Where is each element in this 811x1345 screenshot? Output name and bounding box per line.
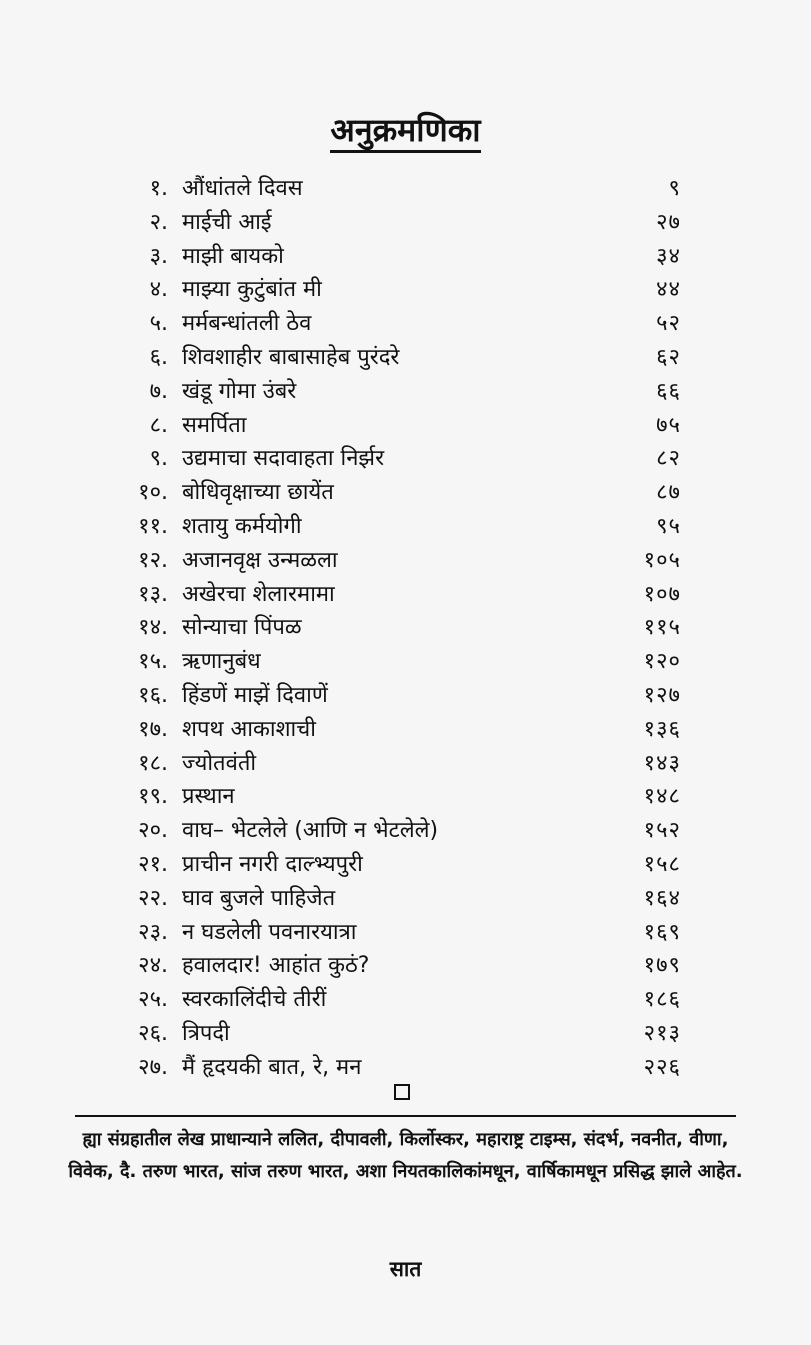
toc-entry-number: १९. <box>138 784 168 810</box>
toc-entry-title: न घडलेली पवनारयात्रा <box>182 919 357 945</box>
toc-entry <box>0 882 811 915</box>
toc-entry-number: २. <box>149 209 168 235</box>
toc-entry <box>0 611 811 644</box>
toc-entry-page: ९ <box>668 176 681 201</box>
end-square-mark <box>394 1084 410 1100</box>
toc-entry-title: माझी बायको <box>182 243 284 269</box>
toc-entry <box>0 679 811 712</box>
page-title-text: अनुक्रमणिका <box>330 111 480 153</box>
publication-note: ह्या संग्रहातील लेख प्राधान्याने ललित, दीपावली, किर्लोस्कर, महाराष्ट्र टाइम्स, संदर्भ, नवनीत, वीणा, विवेक, दै. तरुण भारत, सांज तरुण भारत, अशा नियतकालिकांमधून, वार्षिकामधून प्रसिद्ध झाले आहेत. <box>68 1129 743 1182</box>
toc-entry-number: १५. <box>138 649 168 675</box>
toc-entry-title: हिंडणें माझें दिवाणें <box>182 683 328 708</box>
toc-entry-number: २६. <box>138 1021 168 1046</box>
toc-entry-title: औंधांतले दिवस <box>182 176 303 201</box>
toc-entry-number: ५. <box>149 311 168 337</box>
toc-entry-page: १५८ <box>643 852 681 877</box>
toc-entry-number: १६. <box>138 683 168 708</box>
toc-entry-title: ऋणानुबंध <box>182 649 261 675</box>
toc-entry <box>0 375 811 408</box>
toc-entry-number: २१. <box>138 852 168 877</box>
toc-entry <box>0 206 811 239</box>
toc-entry <box>0 544 811 577</box>
toc-entry <box>0 645 811 678</box>
toc-entry-title: सोन्याचा पिंपळ <box>182 615 302 641</box>
toc-entry-page: १७९ <box>643 953 681 979</box>
toc-entry-title: स्वरकालिंदीचे तीरीं <box>182 987 327 1013</box>
toc-entry <box>0 1017 811 1050</box>
toc-entry-title: शपथ आकाशाची <box>182 716 316 742</box>
toc-entry-page: ३४ <box>656 243 681 269</box>
toc-entry <box>0 341 811 374</box>
toc-entry-page: ८७ <box>656 480 681 506</box>
toc-entry-number: ३. <box>149 243 168 269</box>
toc-entry-title: शिवशाहीर बाबासाहेब पुरंदरे <box>182 345 400 370</box>
toc-entry-page: १४८ <box>643 784 681 810</box>
toc-entry-title: प्रस्थान <box>182 784 235 810</box>
toc-entry-page: २७ <box>656 209 681 235</box>
toc-entry <box>0 848 811 881</box>
toc-entry-page: ४४ <box>656 277 681 303</box>
toc-entry-number: २७. <box>138 1054 168 1080</box>
toc-entry-page: ६६ <box>656 378 681 404</box>
toc-entry-page: १०५ <box>643 547 681 573</box>
toc-entry-title: मर्मबन्धांतली ठेव <box>182 311 312 337</box>
toc-entry-page: १३६ <box>643 716 681 742</box>
toc-entry-page: १६४ <box>643 885 681 911</box>
page-title <box>0 108 811 151</box>
toc-entry <box>0 476 811 509</box>
toc-entry-number: १. <box>149 176 168 201</box>
toc-entry-number: ४. <box>149 277 168 303</box>
toc-entry-page: १८६ <box>643 987 681 1013</box>
toc-entry <box>0 780 811 813</box>
toc-entry-number: १४. <box>138 615 168 641</box>
toc-entry <box>0 916 811 949</box>
toc-entry-number: ९. <box>149 446 168 472</box>
toc-entry-title: घाव बुजले पाहिजेत <box>182 885 336 911</box>
toc-entry <box>0 747 811 780</box>
toc-entry-title: अखेरचा शेलारमामा <box>182 581 335 607</box>
toc-entry-page: ८२ <box>656 446 681 472</box>
toc-entry-number: २०. <box>138 818 168 844</box>
toc-entry-title: माझ्या कुटुंबांत मी <box>182 277 322 303</box>
toc-entry <box>0 240 811 273</box>
toc-entry <box>0 510 811 543</box>
toc-entry-title: वाघ– भेटलेले (आणि न भेटलेले) <box>182 818 439 844</box>
toc-entry-page: १६९ <box>643 919 681 945</box>
toc-entry-title: माईची आई <box>182 209 272 235</box>
toc-entry <box>0 307 811 340</box>
toc-entry-title: प्राचीन नगरी दाल्भ्यपुरी <box>182 852 363 877</box>
toc-entry-number: २३. <box>138 919 168 945</box>
toc-entry-page: ९५ <box>656 514 681 539</box>
toc-entry <box>0 983 811 1016</box>
toc-entry-title: बोधिवृक्षाच्या छायेंत <box>182 480 334 506</box>
toc-entry <box>0 949 811 982</box>
toc-entry <box>0 1051 811 1084</box>
toc-entry-page: १२० <box>643 649 681 675</box>
toc-entry-number: २५. <box>138 987 168 1013</box>
toc-entry-title: उद्यमाचा सदावाहता निर्झर <box>182 446 385 472</box>
toc-entry-page: ७५ <box>656 412 681 438</box>
toc-entry-page: २२६ <box>643 1054 681 1080</box>
toc-entry-number: १३. <box>138 581 168 607</box>
toc-entry-page: ११५ <box>643 615 681 641</box>
toc-entry <box>0 409 811 442</box>
toc-entry-number: १७. <box>138 716 168 742</box>
toc-entry-number: २२. <box>138 885 168 911</box>
toc-entry-page: ५२ <box>656 311 681 337</box>
toc-entry <box>0 814 811 847</box>
toc-entry-title: अजानवृक्ष उन्मळला <box>182 547 338 573</box>
toc-entry-title: शतायु कर्मयोगी <box>182 514 302 539</box>
toc-entry-number: १०. <box>138 480 168 506</box>
toc-entry-number: ८. <box>149 412 168 438</box>
toc-entry <box>0 578 811 611</box>
toc-entry-number: ११. <box>138 514 168 539</box>
toc-entry-page: ६२ <box>656 345 681 370</box>
toc-entry-number: १२. <box>138 547 168 573</box>
toc-entry <box>0 713 811 746</box>
toc-entry-page: १४३ <box>643 750 681 776</box>
toc-entry-page: १५२ <box>643 818 681 844</box>
divider-rule <box>75 1115 736 1117</box>
toc-entry-title: हवालदार! आहांत कुठं? <box>182 953 370 979</box>
toc-entry-title: मैं हृदयकी बात, रे, मन <box>182 1054 362 1080</box>
toc-entry-number: ६. <box>149 345 168 370</box>
page-folio: सात <box>389 1257 422 1281</box>
toc-entry-page: १२७ <box>643 683 681 708</box>
toc-entry-number: ७. <box>149 378 168 404</box>
toc-entry <box>0 172 811 205</box>
toc-entry <box>0 273 811 306</box>
toc-entry <box>0 442 811 475</box>
toc-entry-title: खंडू गोमा उंबरे <box>182 378 297 404</box>
toc-entry-page: १०७ <box>643 581 681 607</box>
toc-entry-title: त्रिपदी <box>182 1021 230 1046</box>
toc-entry-number: १८. <box>138 750 168 776</box>
toc-entry-title: ज्योतवंती <box>182 750 257 776</box>
toc-entry-page: २१३ <box>643 1021 681 1046</box>
toc-entry-title: समर्पिता <box>182 412 247 438</box>
toc-entry-number: २४. <box>138 953 168 979</box>
